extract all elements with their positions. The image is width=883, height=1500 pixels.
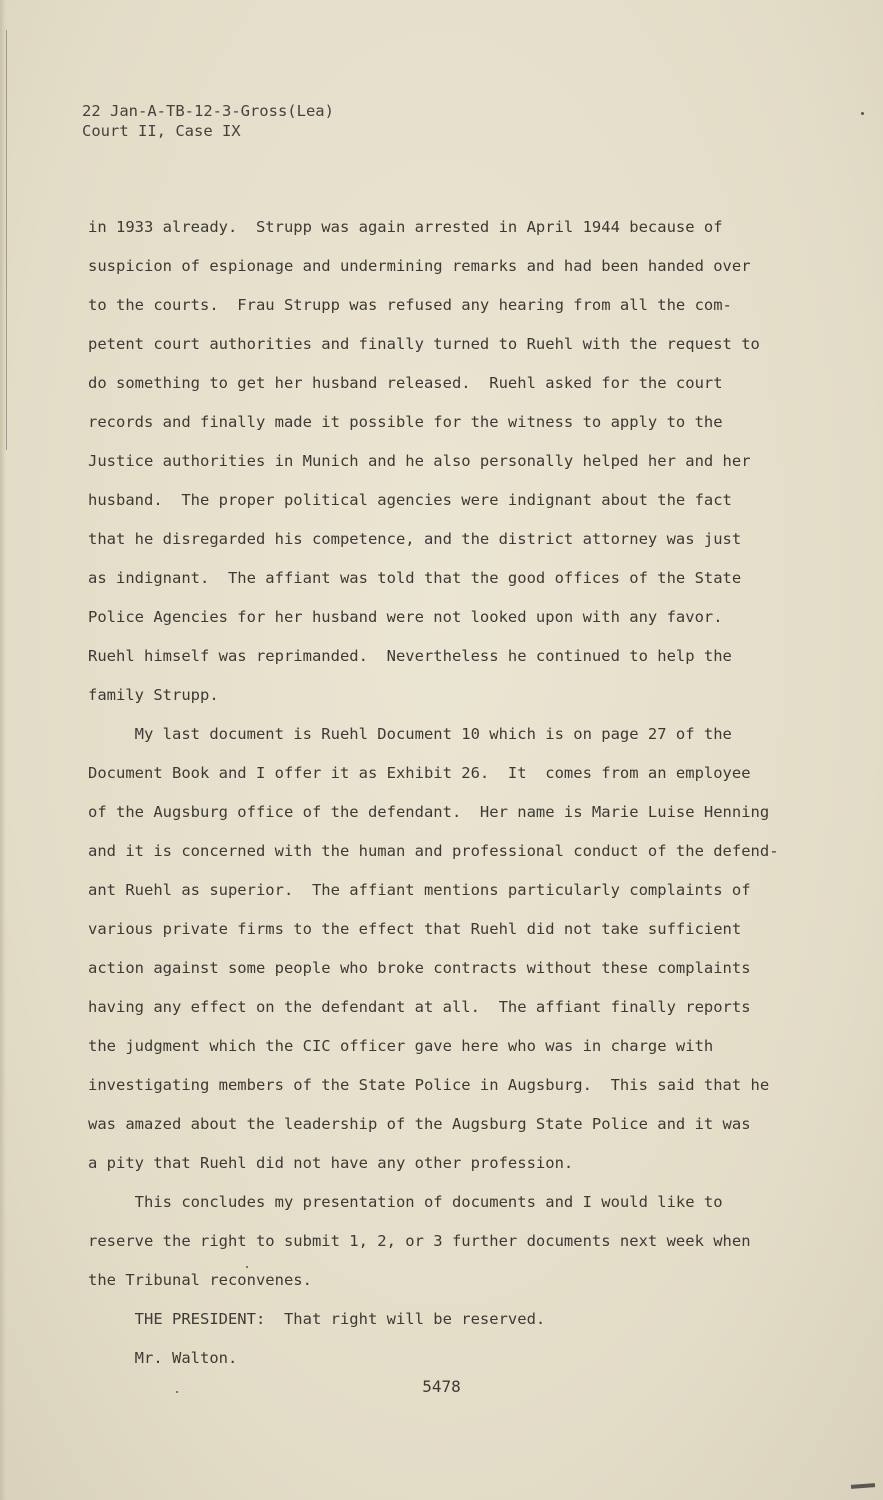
header-court-case: Court II, Case IX <box>82 122 241 140</box>
paper-speck <box>861 112 864 115</box>
transcript-line: Ruehl himself was reprimanded. Nevertheless he continued to help the <box>88 647 732 665</box>
transcript-line: the Tribunal reconvenes. <box>88 1271 312 1289</box>
transcript-line: action against some people who broke contracts without these complaints <box>88 959 751 977</box>
header-reference: 22 Jan-A-TB-12-3-Gross(Lea) <box>82 102 334 120</box>
transcript-body <box>88 208 800 1378</box>
transcript-line: Mr. Walton. <box>88 1349 238 1367</box>
transcript-line: Justice authorities in Munich and he also personally helped her and her <box>88 452 751 470</box>
transcript-line: various private firms to the effect that Ruehl did not take sufficient <box>88 920 742 938</box>
page-number: 5478 <box>422 1377 461 1396</box>
transcript-line: THE PRESIDENT: That right will be reserved. <box>88 1310 546 1328</box>
transcript-line: as indignant. The affiant was told that the good offices of the State <box>88 569 742 587</box>
transcript-line: suspicion of espionage and undermining remarks and had been handed over <box>88 257 751 275</box>
transcript-line: family Strupp. <box>88 686 219 704</box>
transcript-line: having any effect on the defendant at all. The affiant finally reports <box>88 998 751 1016</box>
transcript-line: was amazed about the leadership of the Augsburg State Police and it was <box>88 1115 751 1133</box>
transcript-line: in 1933 already. Strupp was again arrested in April 1944 because of <box>88 218 723 236</box>
paper-speck <box>246 1266 248 1268</box>
transcript-line: reserve the right to submit 1, 2, or 3 further documents next week when <box>88 1232 751 1250</box>
transcript-line: My last document is Ruehl Document 10 which is on page 27 of the <box>88 725 732 743</box>
transcript-line: of the Augsburg office of the defendant. Her name is Marie Luise Henning <box>88 803 770 821</box>
binding-line <box>6 30 7 450</box>
transcript-line: investigating members of the State Police in Augsburg. This said that he <box>88 1076 770 1094</box>
corner-mark <box>851 1483 875 1489</box>
transcript-line: Police Agencies for her husband were not looked upon with any favor. <box>88 608 723 626</box>
transcript-line: that he disregarded his competence, and the district attorney was just <box>88 530 742 548</box>
transcript-line: ant Ruehl as superior. The affiant mentions particularly complaints of <box>88 881 751 899</box>
transcript-line: husband. The proper political agencies were indignant about the fact <box>88 491 732 509</box>
transcript-line: Document Book and I offer it as Exhibit 26. It comes from an employee <box>88 764 751 782</box>
transcript-line: This concludes my presentation of documents and I would like to <box>88 1193 723 1211</box>
paper-speck <box>176 1391 178 1393</box>
document-header <box>82 101 334 141</box>
transcript-line: do something to get her husband released. Ruehl asked for the court <box>88 374 723 392</box>
transcript-line: and it is concerned with the human and professional conduct of the defend- <box>88 842 779 860</box>
transcript-line: records and finally made it possible for the witness to apply to the <box>88 413 723 431</box>
transcript-line: the judgment which the CIC officer gave here who was in charge with <box>88 1037 714 1055</box>
transcript-line: petent court authorities and finally turned to Ruehl with the request to <box>88 335 760 353</box>
transcript-line: to the courts. Frau Strupp was refused any hearing from all the com- <box>88 296 732 314</box>
transcript-line: a pity that Ruehl did not have any other profession. <box>88 1154 574 1172</box>
